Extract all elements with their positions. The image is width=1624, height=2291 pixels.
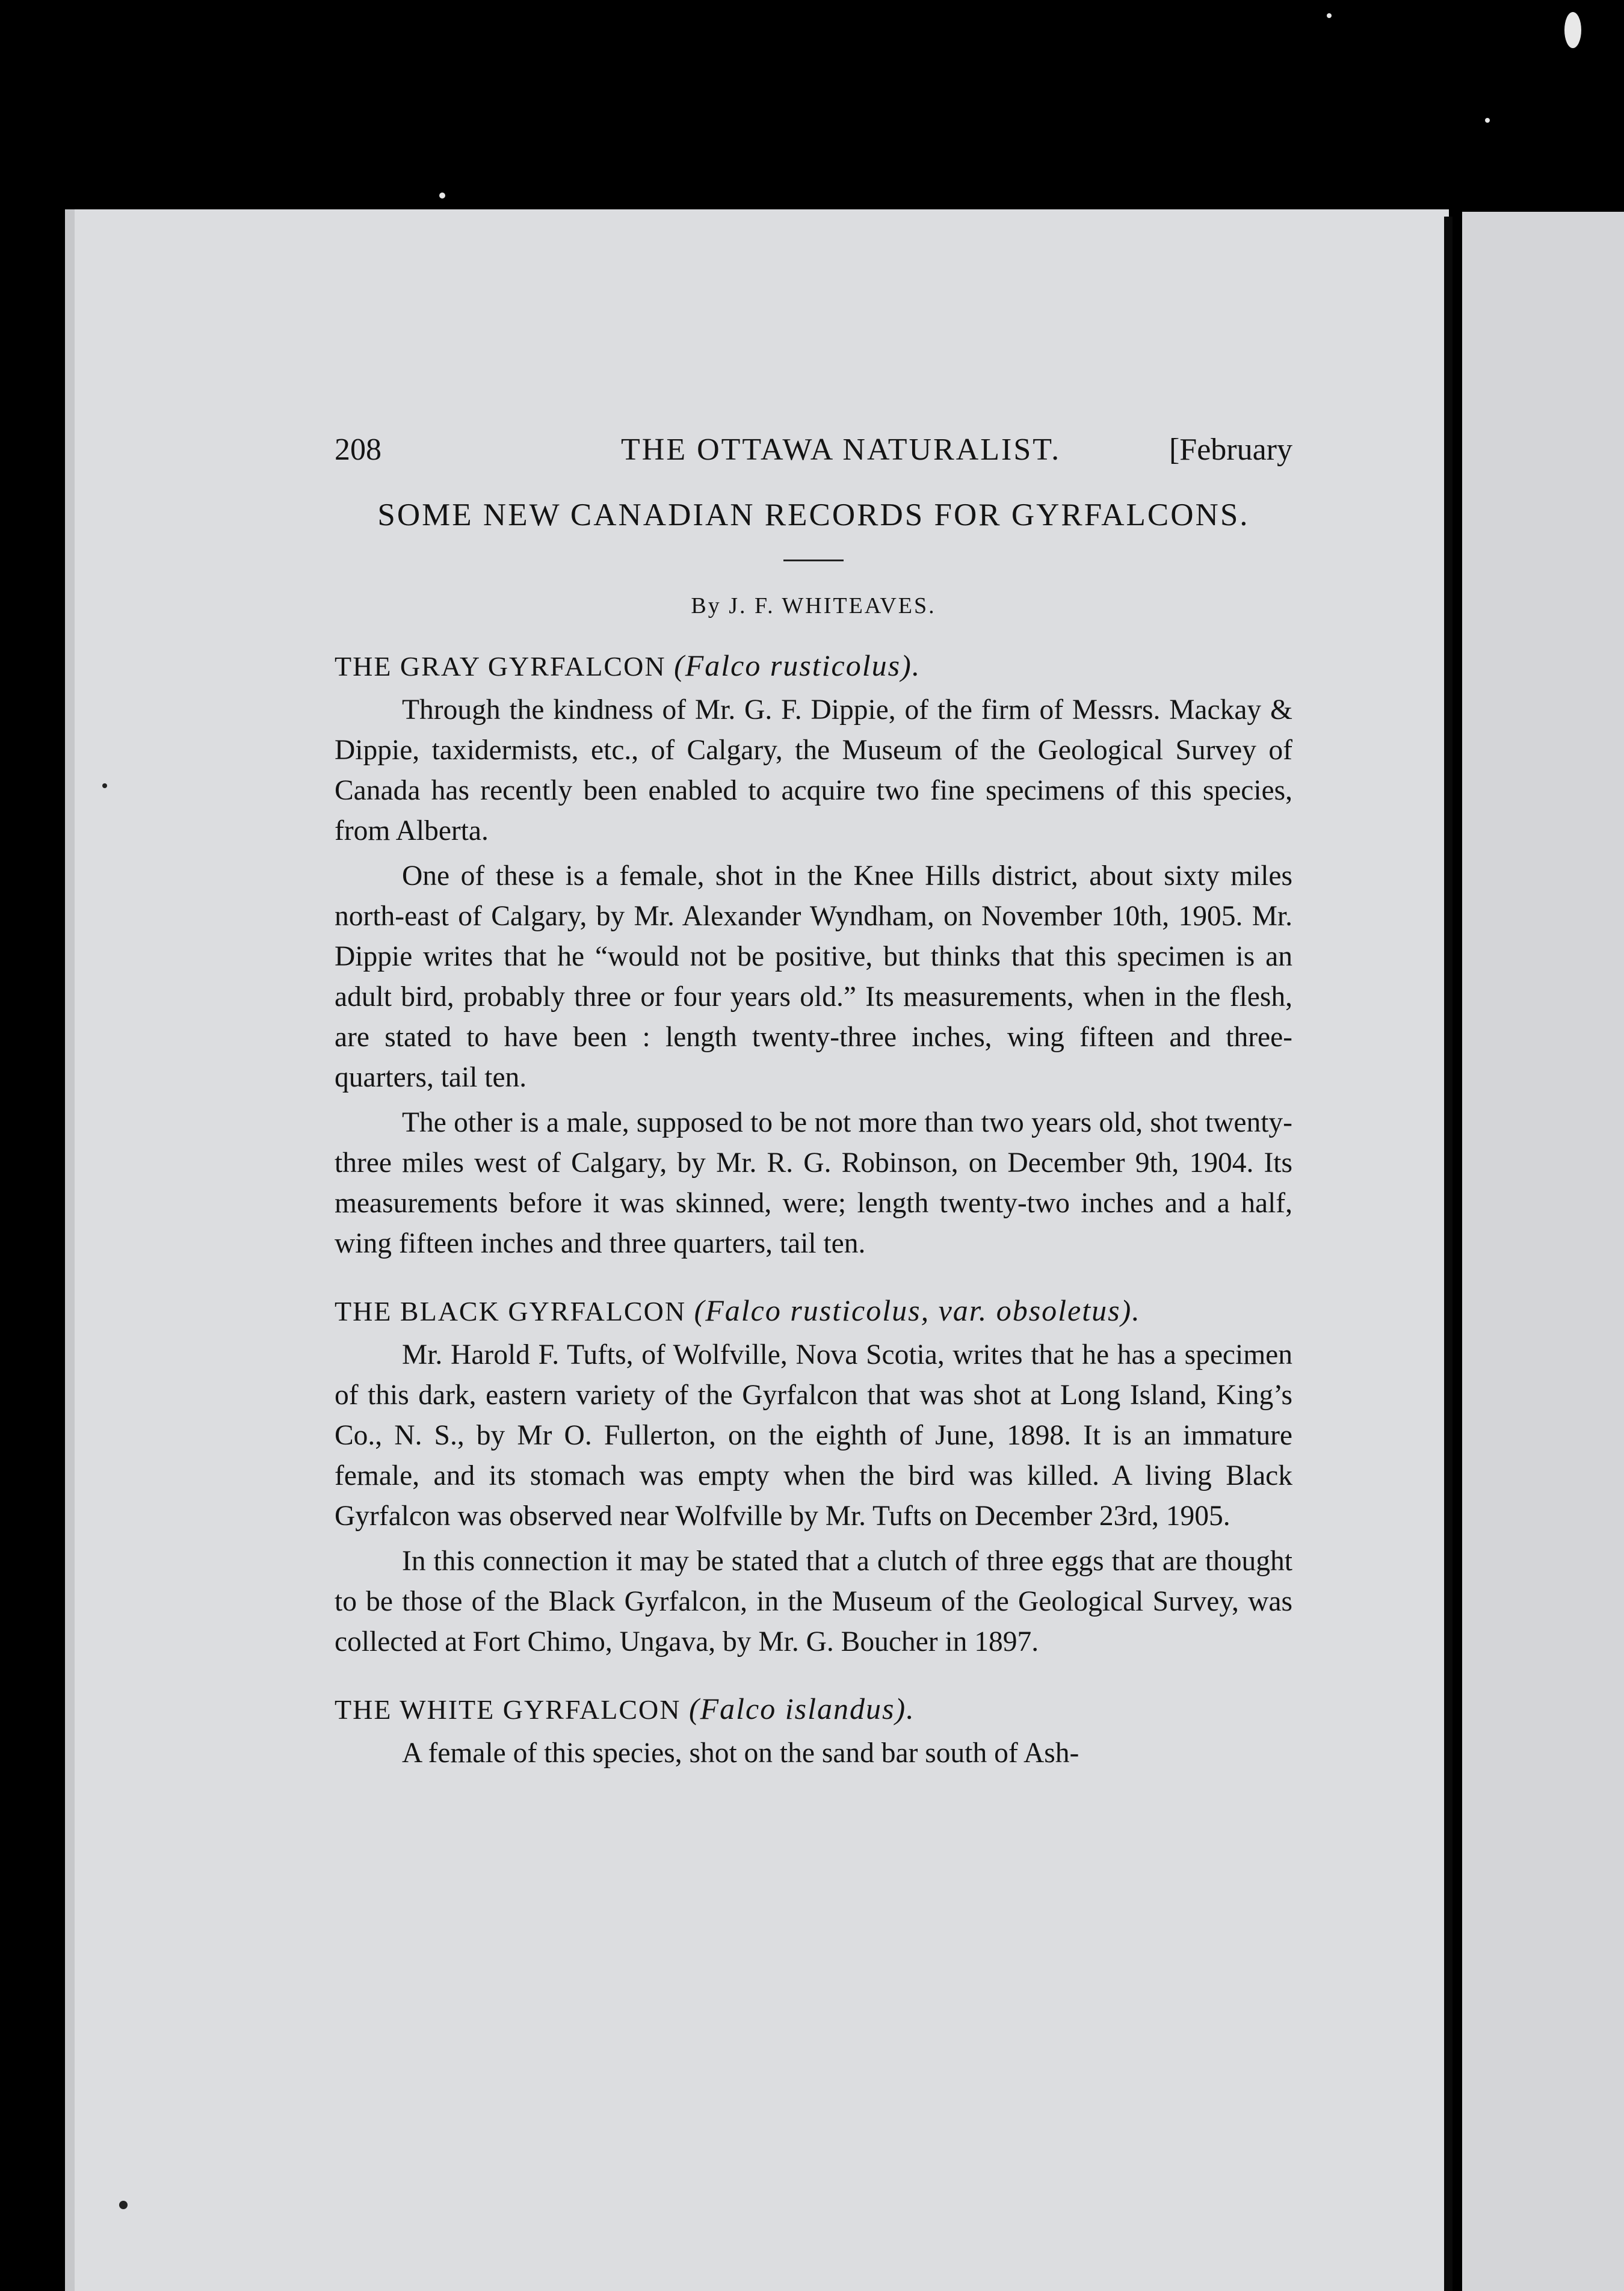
binding-gutter <box>1444 217 1453 2291</box>
issue-month: [February <box>1169 433 1292 467</box>
section-heading-white-gyrfalcon <box>335 1691 1292 1726</box>
page-number: 208 <box>335 433 381 467</box>
ink-speck <box>102 783 107 788</box>
paragraph: Through the kindness of Mr. G. F. Dippie, of the firm of Messrs. Mackay & Dippie, taxidermists, etc., of Calgary, the Museum of the Geological Survey of Canada has recently been enabled to acquire two fine specimens of this species, from Alberta. <box>335 694 1292 846</box>
facing-page-edge <box>1462 212 1624 2291</box>
section-latin-name: (Falco islandus). <box>688 1692 915 1725</box>
paragraph: A female of this species, shot on the sand bar south of Ash- <box>402 1738 1079 1769</box>
paragraph: Mr. Harold F. Tufts, of Wolfville, Nova Scotia, writes that he has a specimen of this dark, eastern variety of the Gyrfalcon that was shot at Long Island, King’s Co., N. S., by Mr O. Fullerton, on the eighth of June, 1898. It is an immature female, and its stomach was empty when the bird was killed. A living Black Gyrfalcon was observed near Wolfville by Mr. Tufts on December 23rd, 1905. <box>335 1339 1292 1532</box>
paragraph: In this connection it may be stated that a clutch of three eggs that are thought to be those of the Black Gyrfalcon, in the Museum of the Geological Survey, was collected at Fort Chimo, Ungava, by Mr. G. Boucher in 1897. <box>335 1546 1292 1657</box>
section-heading-gray-gyrfalcon <box>335 648 1292 683</box>
ink-speck <box>119 2201 128 2209</box>
page-edge-shadow <box>65 209 75 2291</box>
section-name: THE WHITE GYRFALCON <box>335 1694 681 1725</box>
article-byline: By J. F. WHITEAVES. <box>691 593 936 618</box>
title-rule <box>783 560 844 561</box>
section-name: THE BLACK GYRFALCON <box>335 1296 687 1327</box>
journal-title: THE OTTAWA NATURALIST. <box>621 433 1061 467</box>
dust-speck <box>1564 12 1581 48</box>
dust-speck <box>1327 13 1332 18</box>
section-latin-name: (Falco rusticolus). <box>674 649 921 682</box>
running-head <box>335 421 1292 475</box>
section-name: THE GRAY GYRFALCON <box>335 651 666 682</box>
dust-speck <box>1485 118 1490 123</box>
page-content <box>335 421 1292 1774</box>
section-latin-name: (Falco rusticolus, var. obsoletus). <box>694 1294 1141 1327</box>
paragraph: One of these is a female, shot in the Knee Hills district, about sixty miles north-east of Calgary, by Mr. Alexander Wyndham, on November 10th, 1905. Mr. Dippie writes that he “would not be positive, but thinks that this specimen is an adult bird, probably three or four years old.” Its measurements, when in the flesh, are stated to have been : length twenty-three inches, wing fifteen and three-quarters, tail ten. <box>335 860 1292 1093</box>
article-title: SOME NEW CANADIAN RECORDS FOR GYRFALCONS. <box>377 498 1250 532</box>
dust-speck <box>439 193 445 199</box>
paragraph: The other is a male, supposed to be not more than two years old, shot twenty-three miles west of Calgary, by Mr. R. G. Robinson, on December 9th, 1904. Its measurements before it was skinned, were; length twenty-two inches and a half, wing fifteen inches and three quarters, tail ten. <box>335 1107 1292 1259</box>
section-heading-black-gyrfalcon <box>335 1293 1292 1328</box>
